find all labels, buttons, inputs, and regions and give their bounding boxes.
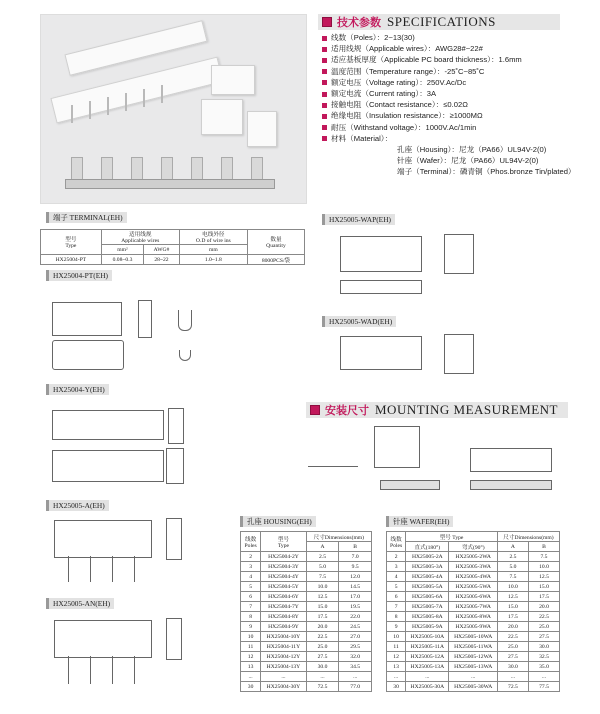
specifications-title-cn: 技术参数 — [337, 17, 381, 29]
terminal-label: 端子 TERMINAL(EH) — [46, 212, 127, 223]
table-row — [387, 572, 560, 582]
housing-table: 线数 Poles 型号 Type 尺寸Dimensions(mm) A B 2 HX25004-2Y 2.5 7.0 3 HX25004-3Y 5.0 9.5 4 HX25004-4Y 7.5 12.0 5 HX25004-5Y 10.0 14.5 6 HX25004-6Y 12.5 17.0 7 HX25004-7Y 15.0 19.5 8 HX25004-8Y 17.5 22.0 9 HX25004-9Y 20.0 24.5 10 HX25004-10Y 22.5 27.0 11 HX25004-11Y 25.0 29.5 12 HX25004-12Y 27.5 32.0 13 HX25004-13Y 30.0 34.5 ... ... ... ... 30 HX25004-30Y 72.5 77.0 — [240, 531, 372, 692]
table-cell: HX25004-30Y — [261, 682, 306, 692]
spec-item: 适用线规（Applicable wires）：AWG28#~22# — [322, 43, 576, 54]
table-cell: HX25004-12Y — [261, 652, 306, 662]
table-cell: HX25004-8Y — [261, 612, 306, 622]
table-cell: 5 — [387, 582, 406, 592]
mounting-title-en: MOUNTING MEASUREMENT — [375, 402, 558, 417]
table-row — [387, 652, 560, 662]
spec-item: 绝缘电阻（Insulation resistance）：≥1000MΩ — [322, 110, 576, 121]
spec-item: 耐压（Withstand voltage）：1000V.Ac/1min — [322, 122, 576, 133]
table-row — [387, 562, 560, 572]
table-row — [241, 642, 372, 652]
table-cell: 5.0 — [306, 562, 339, 572]
spec-item: 温度范围（Temperature range）：-25˚C~85˚C — [322, 66, 576, 77]
table-cell: 6 — [241, 592, 261, 602]
table-cell: HX25004-11Y — [261, 642, 306, 652]
diagram-label-an: HX25005-AN(EH) — [46, 598, 114, 609]
table-cell: HX25004-2Y — [261, 552, 306, 562]
wafer-wad-drawing — [330, 330, 560, 390]
terminal-table: 型号 Type 适用线规 Applicable wires 电线外径 O.D of wire ins 数量 Quantity mm² AWG# mm HX25004-PT 0.08~0.3 28~22 1.0~1.8 8000PCS/袋 — [40, 229, 305, 265]
wafer-straight-drawing — [48, 514, 268, 594]
table-cell: HX25004-10Y — [261, 632, 306, 642]
table-row — [387, 642, 560, 652]
table-cell: ... — [449, 672, 497, 682]
table-cell: 72.5 — [497, 682, 528, 692]
table-cell: HX25005-6WA — [449, 592, 497, 602]
spec-item: 额定电流（Current rating）：3A — [322, 88, 576, 99]
table-row — [241, 552, 372, 562]
table-cell: HX25005-10A — [406, 632, 449, 642]
table-cell: 25.0 — [306, 642, 339, 652]
bullet-square-icon — [310, 405, 320, 415]
diagram-label-y: HX25004-Y(EH) — [46, 384, 109, 395]
table-row — [387, 672, 560, 682]
table-row — [241, 672, 372, 682]
table-cell: HX25005-6A — [406, 592, 449, 602]
table-cell: 27.5 — [528, 632, 559, 642]
table-cell: HX25005-8WA — [449, 612, 497, 622]
table-row — [241, 572, 372, 582]
table-cell: 3 — [241, 562, 261, 572]
table-cell: HX25005-10WA — [449, 632, 497, 642]
table-cell: HX25004-7Y — [261, 602, 306, 612]
table-cell: 2 — [241, 552, 261, 562]
table-cell: HX25005-13A — [406, 662, 449, 672]
table-cell: 32.5 — [528, 652, 559, 662]
table-cell: 30.0 — [497, 662, 528, 672]
wafer-table: 线数 Poles 型号 Type 尺寸Dimensions(mm) 直式(180°) 弯式(90°) A B 2 HX25005-2A HX25005-2WA 2.5 7.5 3 HX25005-3A HX25005-3WA 5.0 10.0 4 HX25005-4A HX25005-4WA 7.5 12.5 5 HX25005-5A HX25005-5WA 10.0 15.0 6 HX25005-6A HX25005-6WA 12.5 17.5 7 HX25005-7A HX25005-7WA 15.0 20.0 8 HX25005-8A HX25005-8WA 17.5 22.5 9 HX25005-9A HX25005-9WA 20.0 25.0 10 HX25005-10A HX25005-10WA 22.5 27.5 11 HX25005-11A HX25005-11WA 25.0 30.0 12 HX25005-12A HX25005-12WA 27.5 32.5 13 HX25005-13A HX25005-13WA 30.0 35.0 ... ... ... ... ... 30 HX25005-30A HX25005-30WA 72.5 77.5 — [386, 531, 560, 692]
table-cell: 24.5 — [339, 622, 372, 632]
table-cell: HX25005-3A — [406, 562, 449, 572]
table-cell: 15.0 — [306, 602, 339, 612]
spec-list — [322, 32, 576, 178]
table-cell: ... — [339, 672, 372, 682]
table-row — [387, 602, 560, 612]
table-cell: ... — [241, 672, 261, 682]
table-cell: 7 — [241, 602, 261, 612]
table-cell: HX25005-12A — [406, 652, 449, 662]
table-cell: 7 — [387, 602, 406, 612]
table-cell: 10 — [241, 632, 261, 642]
table-cell: 9 — [241, 622, 261, 632]
table-cell: 10.0 — [306, 582, 339, 592]
table-cell: 13 — [387, 662, 406, 672]
table-cell: HX25005-9A — [406, 622, 449, 632]
table-cell: HX25005-7A — [406, 602, 449, 612]
table-cell: 12.5 — [497, 592, 528, 602]
small-connector-image — [201, 99, 243, 135]
table-cell: 14.5 — [339, 582, 372, 592]
table-cell: 77.0 — [339, 682, 372, 692]
table-cell: HX25005-9WA — [449, 622, 497, 632]
table-cell: HX25005-30WA — [449, 682, 497, 692]
table-cell: ... — [261, 672, 306, 682]
diagram-label-wad: HX25005-WAD(EH) — [322, 316, 396, 327]
table-cell: 4 — [387, 572, 406, 582]
table-cell: 7.5 — [528, 552, 559, 562]
table-cell: 4 — [241, 572, 261, 582]
table-cell: HX25005-4WA — [449, 572, 497, 582]
table-cell: 20.0 — [497, 622, 528, 632]
table-row — [387, 552, 560, 562]
table-cell: 13 — [241, 662, 261, 672]
table-cell: 17.5 — [306, 612, 339, 622]
small-connector-image — [211, 65, 255, 95]
table-cell: 12.5 — [528, 572, 559, 582]
table-cell: 2 — [387, 552, 406, 562]
table-cell: 2.5 — [497, 552, 528, 562]
mounting-title-cn: 安装尺寸 — [325, 405, 369, 417]
table-row — [241, 562, 372, 572]
table-cell: 8 — [241, 612, 261, 622]
table-cell: 12.5 — [306, 592, 339, 602]
table-cell: HX25005-2WA — [449, 552, 497, 562]
wafer-right-angle-drawing — [330, 228, 560, 310]
table-cell: 17.5 — [497, 612, 528, 622]
product-photo — [40, 14, 307, 204]
table-cell: 10 — [387, 632, 406, 642]
table-cell: HX25005-11A — [406, 642, 449, 652]
table-row — [241, 652, 372, 662]
terminal-drawing — [48, 288, 278, 380]
table-cell: ... — [306, 672, 339, 682]
table-cell: 25.0 — [497, 642, 528, 652]
table-cell: 10.0 — [528, 562, 559, 572]
table-cell: 3 — [387, 562, 406, 572]
wafer-label: 针座 WAFER(EH) — [386, 516, 453, 527]
table-cell: 22.5 — [497, 632, 528, 642]
table-cell: 29.5 — [339, 642, 372, 652]
table-cell: 15.0 — [497, 602, 528, 612]
table-cell: 30 — [241, 682, 261, 692]
table-cell: 5 — [241, 582, 261, 592]
terminal-carrier-strip — [65, 179, 275, 189]
diagram-label-a: HX25005-A(EH) — [46, 500, 109, 511]
table-cell: HX25005-13WA — [449, 662, 497, 672]
table-cell: HX25005-5WA — [449, 582, 497, 592]
table-cell: ... — [387, 672, 406, 682]
mounting-drawing — [300, 422, 570, 504]
table-row — [241, 582, 372, 592]
table-cell: ... — [528, 672, 559, 682]
table-cell: HX25005-7WA — [449, 602, 497, 612]
table-cell: HX25005-4A — [406, 572, 449, 582]
table-cell: 20.0 — [528, 602, 559, 612]
table-cell: HX25005-30A — [406, 682, 449, 692]
table-cell: 32.0 — [339, 652, 372, 662]
table-cell: 2.5 — [306, 552, 339, 562]
table-cell: 7.5 — [306, 572, 339, 582]
table-cell: 77.5 — [528, 682, 559, 692]
diagram-label-pt: HX25004-PT(EH) — [46, 270, 112, 281]
bullet-square-icon — [322, 17, 332, 27]
wafer-an-drawing — [48, 612, 268, 704]
mounting-header — [306, 402, 568, 418]
table-cell: ... — [497, 672, 528, 682]
table-cell: 30.0 — [306, 662, 339, 672]
table-cell: HX25004-5Y — [261, 582, 306, 592]
table-row — [387, 582, 560, 592]
table-cell: 9 — [387, 622, 406, 632]
table-row — [241, 592, 372, 602]
spec-item: 材料（Material）： — [322, 133, 576, 144]
table-row — [241, 662, 372, 672]
spec-item: 额定电压（Voltage rating）：250V.Ac/Dc — [322, 77, 576, 88]
specifications-title-en: SPECIFICATIONS — [387, 14, 496, 29]
table-row — [387, 592, 560, 602]
spec-item: 线数（Poles）：2~13(30) — [322, 32, 576, 43]
table-cell: 30 — [387, 682, 406, 692]
small-connector-image — [247, 111, 277, 147]
table-row: HX25004-PT 0.08~0.3 28~22 1.0~1.8 8000PCS/袋 — [41, 255, 305, 265]
table-row — [387, 612, 560, 622]
table-row — [387, 682, 560, 692]
diagram-label-wap: HX25005-WAP(EH) — [322, 214, 395, 225]
table-cell: 27.0 — [339, 632, 372, 642]
table-row — [241, 612, 372, 622]
table-row — [387, 622, 560, 632]
material-item: 针座（Wafer）：尼龙（PA66）UL94V-2(0) — [397, 156, 539, 166]
table-cell: 19.5 — [339, 602, 372, 612]
table-cell: 17.0 — [339, 592, 372, 602]
housing-drawing — [48, 398, 268, 496]
table-cell: HX25005-2A — [406, 552, 449, 562]
table-cell: HX25004-3Y — [261, 562, 306, 572]
table-cell: 72.5 — [306, 682, 339, 692]
table-cell: 25.0 — [528, 622, 559, 632]
table-row — [387, 662, 560, 672]
spec-item: 接触电阻（Contact resistance）：≤0.02Ω — [322, 99, 576, 110]
table-cell: 17.5 — [528, 592, 559, 602]
housing-label: 孔座 HOUSING(EH) — [240, 516, 316, 527]
table-cell: HX25005-5A — [406, 582, 449, 592]
table-cell: HX25004-4Y — [261, 572, 306, 582]
table-cell: 27.5 — [306, 652, 339, 662]
table-cell: HX25005-11WA — [449, 642, 497, 652]
table-cell: 22.5 — [306, 632, 339, 642]
table-row — [387, 632, 560, 642]
table-cell: 10.0 — [497, 582, 528, 592]
table-cell: 20.0 — [306, 622, 339, 632]
table-cell: HX25005-3WA — [449, 562, 497, 572]
table-cell: HX25004-9Y — [261, 622, 306, 632]
table-cell: 8 — [387, 612, 406, 622]
spec-item: 适应基板厚度（Applicable PC board thickness）：1.6mm — [322, 54, 576, 65]
table-cell: 7.5 — [497, 572, 528, 582]
table-row — [241, 682, 372, 692]
material-item: 端子（Terminal）：磷青铜（Phos.bronze Tin/plated） — [397, 167, 576, 177]
table-cell: HX25004-13Y — [261, 662, 306, 672]
table-cell: HX25004-6Y — [261, 592, 306, 602]
table-cell: ... — [406, 672, 449, 682]
specifications-header — [318, 14, 560, 30]
table-cell: 30.0 — [528, 642, 559, 652]
table-cell: 22.0 — [339, 612, 372, 622]
table-row — [241, 602, 372, 612]
table-cell: HX25005-12WA — [449, 652, 497, 662]
table-cell: 12 — [241, 652, 261, 662]
table-cell: 12 — [387, 652, 406, 662]
table-cell: 35.0 — [528, 662, 559, 672]
table-cell: 7.0 — [339, 552, 372, 562]
table-cell: 9.5 — [339, 562, 372, 572]
table-cell: 15.0 — [528, 582, 559, 592]
table-cell: 22.5 — [528, 612, 559, 622]
table-cell: 11 — [387, 642, 406, 652]
table-cell: 27.5 — [497, 652, 528, 662]
material-item: 孔座（Housing）：尼龙（PA66）UL94V-2(0) — [397, 145, 547, 155]
table-cell: 5.0 — [497, 562, 528, 572]
table-row — [241, 632, 372, 642]
table-cell: 6 — [387, 592, 406, 602]
table-cell: 34.5 — [339, 662, 372, 672]
table-cell: 11 — [241, 642, 261, 652]
table-cell: HX25005-8A — [406, 612, 449, 622]
table-cell: 12.0 — [339, 572, 372, 582]
table-row — [241, 622, 372, 632]
